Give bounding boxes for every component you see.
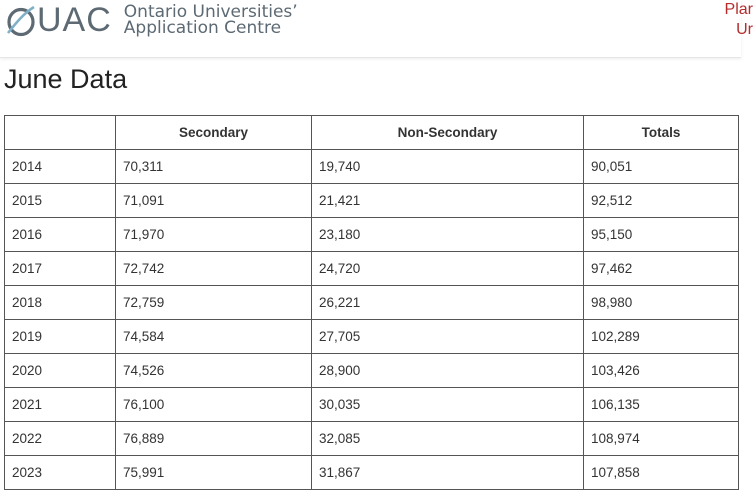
table-cell: 98,980 <box>584 286 739 320</box>
site-header <box>0 0 753 58</box>
table-cell: 24,720 <box>312 252 584 286</box>
table-cell: 95,150 <box>584 218 739 252</box>
table-cell: 2016 <box>5 218 116 252</box>
table-body <box>5 150 739 490</box>
table-cell: 32,085 <box>312 422 584 456</box>
table-cell: 2019 <box>5 320 116 354</box>
table-row <box>5 150 739 184</box>
table-cell: 31,867 <box>312 456 584 490</box>
table-cell: 97,462 <box>584 252 739 286</box>
table-cell: 26,221 <box>312 286 584 320</box>
table-cell: 23,180 <box>312 218 584 252</box>
table-row <box>5 388 739 422</box>
header-link-line-2[interactable]: Ur <box>736 21 753 38</box>
page-title: June Data <box>4 64 128 94</box>
table-cell: 19,740 <box>312 150 584 184</box>
table-cell: 102,289 <box>584 320 739 354</box>
table-cell: 103,426 <box>584 354 739 388</box>
table-cell: 72,759 <box>116 286 312 320</box>
column-header: Totals <box>584 116 739 150</box>
logo-wordmark <box>124 4 298 36</box>
table-cell: 2014 <box>5 150 116 184</box>
table-cell: 72,742 <box>116 252 312 286</box>
table-cell: 75,991 <box>116 456 312 490</box>
column-header: Non-Secondary <box>312 116 584 150</box>
table-cell: 2015 <box>5 184 116 218</box>
logo-swoosh-icon <box>6 3 36 37</box>
logo-mark-text: UAC <box>37 1 112 39</box>
table-row <box>5 286 739 320</box>
table-cell: 76,889 <box>116 422 312 456</box>
table-cell: 30,035 <box>312 388 584 422</box>
table-cell: 92,512 <box>584 184 739 218</box>
june-data-table <box>4 115 739 490</box>
table-row <box>5 184 739 218</box>
table-cell: 71,091 <box>116 184 312 218</box>
table-header-row <box>5 116 739 150</box>
logo-mark <box>6 3 112 37</box>
table-cell: 21,421 <box>312 184 584 218</box>
table-cell: 28,900 <box>312 354 584 388</box>
table-cell: 76,100 <box>116 388 312 422</box>
table-cell: 107,858 <box>584 456 739 490</box>
header-nav-link[interactable] <box>701 0 753 40</box>
table-cell: 2023 <box>5 456 116 490</box>
table-cell: 2020 <box>5 354 116 388</box>
table-cell: 74,584 <box>116 320 312 354</box>
logo-line-1: Ontario Universities’ <box>123 2 298 22</box>
table-row <box>5 456 739 490</box>
table-row <box>5 218 739 252</box>
table-cell: 106,135 <box>584 388 739 422</box>
table-cell: 2021 <box>5 388 116 422</box>
column-header <box>5 116 116 150</box>
table-cell: 2022 <box>5 422 116 456</box>
table-cell: 74,526 <box>116 354 312 388</box>
table-row <box>5 252 739 286</box>
logo-line-2: Application Centre <box>123 18 282 38</box>
ouac-logo[interactable] <box>6 0 298 40</box>
table-cell: 108,974 <box>584 422 739 456</box>
table-row <box>5 422 739 456</box>
table-row <box>5 320 739 354</box>
table-cell: 27,705 <box>312 320 584 354</box>
table-cell: 90,051 <box>584 150 739 184</box>
table-cell: 71,970 <box>116 218 312 252</box>
table-row <box>5 354 739 388</box>
header-link-line-1[interactable]: Plar <box>724 1 753 18</box>
table-cell: 70,311 <box>116 150 312 184</box>
column-header: Secondary <box>116 116 312 150</box>
table-cell: 2018 <box>5 286 116 320</box>
table-cell: 2017 <box>5 252 116 286</box>
